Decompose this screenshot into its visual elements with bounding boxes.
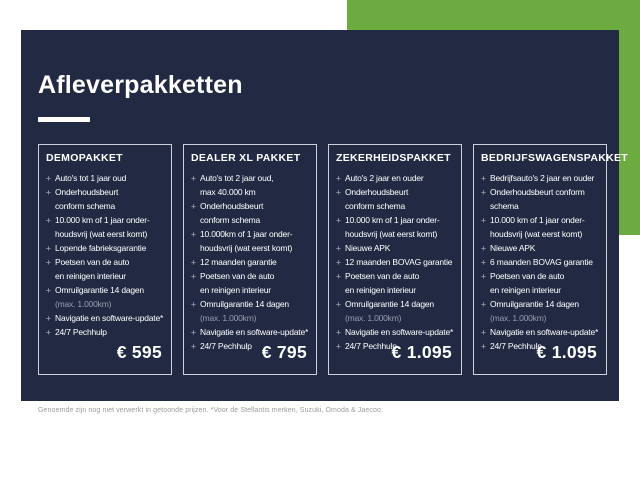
feature-line: 24/7 Pechhulp: [490, 341, 542, 351]
feature-line: 10.000km of 1 jaar onder-: [200, 229, 293, 239]
feature-line: houdsvrij (wat eerst komt): [345, 229, 438, 239]
feature-item: [46, 185, 165, 213]
feature-item: [481, 185, 600, 213]
feature-line: Auto's tot 2 jaar oud,: [200, 173, 274, 183]
feature-item: [46, 311, 165, 325]
plus-icon: +: [481, 271, 486, 281]
feature-line: houdsvrij (wat eerst komt): [200, 243, 293, 253]
feature-text: [345, 297, 434, 325]
package-card-title: DEALER XL PAKKET: [191, 152, 301, 164]
plus-icon: +: [191, 257, 196, 267]
feature-item: [191, 227, 310, 255]
feature-line: en reinigen interieur: [55, 271, 126, 281]
feature-line: en reinigen interieur: [345, 285, 416, 295]
feature-line: Omruilgarantie 14 dagen: [490, 299, 579, 309]
feature-text: [490, 255, 593, 269]
feature-text: [200, 199, 263, 227]
plus-icon: +: [336, 341, 341, 351]
plus-icon: +: [481, 173, 486, 183]
feature-line: 6 maanden BOVAG garantie: [490, 257, 593, 267]
feature-item: [336, 185, 455, 213]
feature-line: Nieuwe APK: [345, 243, 391, 253]
feature-line: Onderhoudsbeurt: [345, 187, 409, 197]
feature-line: 24/7 Pechhulp: [345, 341, 397, 351]
plus-icon: +: [336, 299, 341, 309]
feature-line: Poetsen van de auto: [345, 271, 420, 281]
plus-icon: +: [46, 173, 51, 183]
feature-item: [191, 255, 310, 269]
feature-text: [55, 311, 163, 325]
feature-line: Navigatie en software-update*: [55, 313, 164, 323]
feature-text: [55, 325, 107, 339]
page-title: Afleverpakketten: [38, 71, 243, 99]
afleverpakketten-panel: [21, 30, 628, 401]
feature-line: conform schema: [345, 201, 406, 211]
feature-item: [336, 255, 455, 269]
feature-item: [191, 269, 310, 297]
package-card-title: BEDRIJFSWAGENSPAKKET: [481, 152, 628, 164]
feature-item: [46, 213, 165, 241]
package-card-title: DEMOPAKKET: [46, 152, 123, 164]
plus-icon: +: [46, 313, 51, 323]
feature-text: [490, 297, 579, 325]
feature-line: (max. 1.000km): [345, 313, 402, 323]
feature-item: [481, 241, 600, 255]
feature-line: conform schema: [55, 201, 116, 211]
feature-text: [200, 255, 277, 269]
feature-line: Onderhoudsbeurt conform: [490, 187, 585, 197]
feature-line: 10.000 km of 1 jaar onder-: [490, 215, 585, 225]
feature-item: [336, 325, 455, 339]
feature-line: schema: [490, 201, 519, 211]
plus-icon: +: [191, 201, 196, 211]
feature-list: [46, 171, 165, 339]
feature-line: Nieuwe APK: [490, 243, 536, 253]
feature-item: [46, 255, 165, 283]
feature-line: max 40.000 km: [200, 187, 256, 197]
feature-text: [490, 325, 598, 339]
plus-icon: +: [336, 187, 341, 197]
feature-item: [481, 255, 600, 269]
plus-icon: +: [481, 341, 486, 351]
plus-icon: +: [336, 243, 341, 253]
feature-text: [490, 213, 585, 241]
feature-line: conform schema: [200, 215, 261, 225]
plus-icon: +: [481, 299, 486, 309]
feature-text: [345, 213, 440, 241]
feature-text: [55, 171, 126, 185]
plus-icon: +: [481, 187, 486, 197]
plus-icon: +: [191, 271, 196, 281]
feature-text: [55, 213, 150, 241]
feature-line: Omruilgarantie 14 dagen: [345, 299, 434, 309]
feature-line: Poetsen van de auto: [55, 257, 130, 267]
feature-line: en reinigen interieur: [490, 285, 561, 295]
feature-line: (max. 1.000km): [490, 313, 547, 323]
feature-item: [481, 297, 600, 325]
feature-item: [481, 171, 600, 185]
plus-icon: +: [46, 285, 51, 295]
plus-icon: +: [481, 327, 486, 337]
feature-item: [481, 325, 600, 339]
feature-text: [345, 325, 453, 339]
feature-item: [481, 213, 600, 241]
package-price: € 1.095: [536, 342, 597, 362]
feature-item: [336, 241, 455, 255]
feature-text: [200, 339, 252, 353]
feature-text: [55, 185, 118, 213]
feature-line: houdsvrij (wat eerst komt): [55, 229, 148, 239]
feature-text: [490, 241, 535, 255]
plus-icon: +: [336, 271, 341, 281]
feature-item: [46, 325, 165, 339]
plus-icon: +: [481, 243, 486, 253]
feature-item: [336, 269, 455, 297]
feature-text: [55, 283, 144, 311]
feature-line: Navigatie en software-update*: [200, 327, 309, 337]
feature-list: [481, 171, 600, 353]
feature-item: [191, 171, 310, 199]
package-card: [38, 144, 172, 375]
footnote: Genoemde zijn nog niet verwerkt in getoonde prijzen. *Voor de Stellantis merken, Suzuki, Omoda & Jaecoo.: [38, 407, 384, 414]
feature-line: Omruilgarantie 14 dagen: [200, 299, 289, 309]
feature-text: [200, 171, 273, 199]
plus-icon: +: [336, 257, 341, 267]
feature-item: [191, 199, 310, 227]
feature-line: 10.000 km of 1 jaar onder-: [345, 215, 440, 225]
feature-text: [55, 241, 146, 255]
plus-icon: +: [191, 299, 196, 309]
feature-item: [191, 297, 310, 325]
plus-icon: +: [46, 215, 51, 225]
feature-text: [345, 255, 452, 269]
feature-text: [345, 339, 397, 353]
package-price: € 795: [261, 342, 307, 362]
feature-item: [481, 269, 600, 297]
feature-line: Onderhoudsbeurt: [55, 187, 119, 197]
feature-line: Auto's tot 1 jaar oud: [55, 173, 127, 183]
feature-text: [200, 325, 308, 339]
plus-icon: +: [481, 257, 486, 267]
feature-line: Bedrijfsauto's 2 jaar en ouder: [490, 173, 595, 183]
feature-item: [336, 297, 455, 325]
feature-item: [191, 325, 310, 339]
feature-line: houdsvrij (wat eerst komt): [490, 229, 583, 239]
feature-line: 24/7 Pechhulp: [55, 327, 107, 337]
feature-list: [336, 171, 455, 353]
feature-line: 12 maanden garantie: [200, 257, 277, 267]
feature-text: [490, 339, 542, 353]
package-price: € 1.095: [391, 342, 452, 362]
plus-icon: +: [191, 341, 196, 351]
package-card: [473, 144, 628, 375]
feature-line: Poetsen van de auto: [490, 271, 565, 281]
feature-line: Lopende fabrieksgarantie: [55, 243, 147, 253]
feature-text: [200, 269, 274, 297]
plus-icon: +: [481, 215, 486, 225]
feature-line: Navigatie en software-update*: [345, 327, 454, 337]
feature-line: (max. 1.000km): [200, 313, 257, 323]
feature-line: Poetsen van de auto: [200, 271, 275, 281]
plus-icon: +: [191, 327, 196, 337]
feature-line: Auto's 2 jaar en ouder: [345, 173, 424, 183]
feature-line: 24/7 Pechhulp: [200, 341, 252, 351]
feature-text: [345, 269, 419, 297]
feature-text: [345, 171, 424, 185]
plus-icon: +: [46, 327, 51, 337]
feature-text: [200, 227, 292, 255]
feature-line: Onderhoudsbeurt: [200, 201, 264, 211]
package-card: [183, 144, 317, 375]
package-cards-row: [38, 144, 628, 375]
feature-text: [55, 255, 129, 283]
feature-item: [336, 213, 455, 241]
plus-icon: +: [46, 187, 51, 197]
feature-text: [490, 185, 585, 213]
feature-item: [46, 241, 165, 255]
feature-item: [336, 171, 455, 185]
package-price: € 595: [116, 342, 162, 362]
feature-line: 12 maanden BOVAG garantie: [345, 257, 453, 267]
feature-text: [345, 241, 390, 255]
plus-icon: +: [336, 215, 341, 225]
feature-line: en reinigen interieur: [200, 285, 271, 295]
feature-line: Omruilgarantie 14 dagen: [55, 285, 144, 295]
feature-text: [490, 269, 564, 297]
plus-icon: +: [336, 327, 341, 337]
plus-icon: +: [191, 173, 196, 183]
feature-line: 10.000 km of 1 jaar onder-: [55, 215, 150, 225]
feature-item: [46, 283, 165, 311]
feature-list: [191, 171, 310, 353]
package-card: [328, 144, 462, 375]
feature-line: Navigatie en software-update*: [490, 327, 599, 337]
plus-icon: +: [46, 257, 51, 267]
feature-line: (max. 1.000km): [55, 299, 112, 309]
plus-icon: +: [336, 173, 341, 183]
plus-icon: +: [191, 229, 196, 239]
feature-item: [46, 171, 165, 185]
feature-text: [490, 171, 594, 185]
title-underline: [38, 117, 90, 122]
feature-text: [200, 297, 289, 325]
feature-text: [345, 185, 408, 213]
plus-icon: +: [46, 243, 51, 253]
package-card-title: ZEKERHEIDSPAKKET: [336, 152, 451, 164]
